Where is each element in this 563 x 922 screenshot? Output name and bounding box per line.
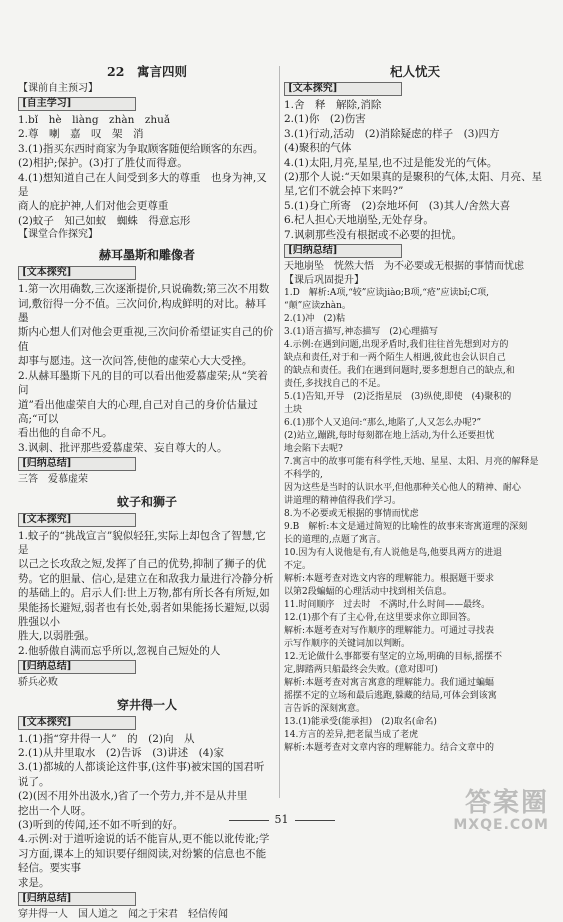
answer-line: 星,它们不就会掉下来吗?”	[284, 185, 404, 198]
answer-line: 定,脚踏两只船最终会失败。(意对即可)	[284, 665, 438, 676]
answer-line: 12.(1)那个有了主心骨,在这里要求你立即回答。	[284, 613, 476, 624]
answer-line: 以己之长攻敌之短,发挥了自己的优势,抑制了狮子的优	[18, 558, 267, 571]
answer-line: 1.舍 释 解除,消除	[284, 99, 382, 111]
left-column	[18, 64, 276, 922]
summary-tag: [归纳总结]	[18, 660, 136, 674]
watermark-url: MXQE.COM	[453, 817, 549, 833]
answer-line: 责任,多找找自己的不足。	[284, 379, 386, 390]
answer-line: 道”看出他虚荣自大的心理,自己对自己的身价估量过高;“可以	[18, 398, 258, 425]
answer-line: 地会陷下去呢?	[284, 444, 343, 455]
answer-line: 讲道理的精神值得我们学习。	[284, 496, 402, 507]
answer-line: 14.方言的差异,把老鼠当成了老虎	[284, 730, 419, 741]
site-watermark	[453, 789, 549, 833]
answer-line: 势。它的胆量、信心,是建立在和敌我力量进行冷静分析	[18, 572, 274, 585]
summary-text: 天地崩坠 恍然大悟 为不必要或无根据的事情而忧虑	[284, 261, 524, 273]
answer-line: 的基础上的。启示人们:世上万物,都有所长各有所短,如	[18, 587, 270, 600]
story-answers	[18, 732, 276, 890]
watermark-logo-text: 答案圈	[464, 788, 549, 818]
column-divider	[279, 66, 280, 798]
summary-tag: [归纳总结]	[18, 457, 136, 471]
summary-text: 骄兵必败	[18, 677, 58, 689]
answer-line: 2.他骄傲自满而忘乎所以,忽视自己短处的人	[18, 644, 221, 657]
story-title: 蚊子和狮子	[116, 494, 177, 509]
story-title: 穿井得一人	[116, 697, 177, 712]
story-title: 杞人忧天	[389, 64, 440, 79]
answer-line: 土块	[284, 405, 303, 416]
answer-line: 3.讽刺、批评那些爱慕虚荣、妄自尊大的人。	[18, 441, 228, 454]
answer-line: 1.蚊子的“挑战宣言”貌似轻狂,实际上却包含了智慧,它是	[18, 529, 266, 556]
answer-line: 6.(1)那个人又追问:“那么,地陷了,人又怎么办呢?”	[284, 418, 482, 429]
answer-line: 解析:本题考查对写作顺序的理解能力。可通过寻找表	[284, 626, 495, 637]
answer-line: 2.(1)你 (2)伤害	[284, 113, 366, 126]
answer-line: 9.B 解析:本文是通过简短的比喻性的故事来寄寓道理的深刻	[284, 522, 528, 533]
answer-line: 11.时间顺序 过去时 不满时,什么时间——最终。	[284, 600, 491, 611]
answer-line: 言告诉的深刻寓意。	[284, 704, 366, 715]
answer-line: 以第2段蝙蝠的心理活动中找到相关信息。	[284, 587, 452, 598]
story-title: 赫耳墨斯和雕像者	[98, 248, 195, 263]
answer-line: 1.D 解析:A项,“较”应读jiào;B项,“疮”应读bǐ;C项,	[284, 288, 489, 299]
answer-line: (2)蚊子 知己如蚁 蜘蛛 得意忘形	[18, 214, 191, 227]
collab-section-label: 【课堂合作探究】	[18, 229, 98, 241]
story-answers	[18, 282, 276, 455]
right-column	[284, 64, 546, 755]
answer-line: 7.寓言中的故事可能有科学性,天地、星星、太阳、月亮的解释是不科学的,	[284, 457, 539, 481]
answer-line: 4.(1)想知道自己在人间受到多大的尊重 也身为神,又是	[18, 171, 267, 199]
answer-line: 4.示例:对于道听途说的话不能盲从,更不能以讹传讹;学	[18, 833, 270, 846]
answer-line: 2.(1)从井里取水 (2)告诉 (3)讲述 (4)家	[18, 747, 225, 759]
answer-line: 13.(1)能承受(能承担) (2)取名(命名)	[284, 717, 437, 728]
story-answers	[18, 529, 276, 659]
answer-line: 因为这些是当时的认识水平,但他那种关心他人的精神、耐心	[284, 483, 521, 494]
answer-line: 7.讽刺那些没有根据或不必要的担忧。	[284, 228, 463, 241]
summary-tag: [归纳总结]	[284, 244, 402, 258]
answer-line: 挖出一个人呀。	[18, 804, 92, 817]
answer-line: 3.(1)指买东西时商家为争取顾客随便给顾客的东西。	[18, 142, 264, 155]
answer-line: (4)聚积的气体	[284, 142, 352, 155]
after-class-answers	[284, 287, 546, 755]
self-study-answers	[18, 113, 276, 228]
answer-line: (3)听到的传闻,还不如不听到的好。	[18, 819, 184, 832]
summary-text: 穿井得一人 国人道之 闻之于宋君 轻信传闻	[18, 909, 228, 921]
lesson-title: 22 寓言四则	[107, 64, 187, 79]
answer-line: (2)相护;保护。(3)打了胜仗而得意。	[18, 157, 188, 170]
answer-line: 5.(1)告知,开导 (2)泛指星辰 (3)纵使,即使 (4)聚积的	[284, 392, 512, 403]
pre-class-section-label: 【课前自主预习】	[18, 83, 98, 94]
answer-line: 缺点和责任,对于和一两个陌生人相遇,彼此也会认识自己	[284, 353, 506, 364]
answer-line: 12.无论做什么事都要有坚定的立场,明确的目标,摇摆不	[284, 652, 503, 663]
answer-line: 6.杞人担心天地崩坠,无处存身。	[284, 214, 434, 227]
answer-line: “颠”应读zhàn。	[284, 301, 351, 312]
answer-line: 说了。	[18, 775, 50, 788]
text-explore-tag: [文本探究]	[18, 266, 136, 280]
answer-line: 求是。	[18, 876, 50, 889]
page-number-dash	[229, 820, 269, 821]
answer-line: 1.第一次用确数,三次逐渐提价,只说确数;第三次不用数	[18, 283, 270, 296]
answer-line: (2)站立,蹦跳,每时每刻都在地上活动,为什么还要担忧	[284, 431, 495, 442]
answer-line: 8.为不必要或无根据的事情而忧虑	[284, 509, 419, 520]
answer-line: 的缺点和责任。我们在遇到问题时,要多想想自己的缺点,和	[284, 366, 515, 377]
answer-line: 摇摆不定的立场和最后逃跑,躲藏的结局,可体会到该寓	[284, 691, 497, 702]
answer-line: 果能扬长避短,弱者也有长处,弱者如果能扬长避短,以弱胜强以小	[18, 601, 270, 628]
answer-line: (2)那个人说:“天如果真的是聚积的气体,太阳、月亮、星	[284, 171, 543, 184]
answer-line: 3.(1)语言描写,神态描写 (2)心理描写	[284, 327, 438, 338]
answer-line: 不定。	[284, 561, 312, 572]
answer-line: 2.从赫耳墨斯下凡的目的可以看出他爱慕虚荣;从“笑着问	[18, 369, 268, 397]
answer-line: 长的道理的,点题了寓言。	[284, 535, 386, 546]
answer-line: 词,敷衍得一分不值。三次问价,构成鲜明的对比。赫耳墨	[18, 297, 267, 325]
answer-line: 2.(1)冲 (2)粘	[284, 314, 346, 325]
answer-line: 却事与愿违。这一次问答,使他的虚荣心大大受挫。	[18, 355, 253, 368]
answer-line: 4.示例:在遇到问题,出现矛盾时,我们往往首先想到对方的	[284, 340, 509, 351]
after-class-section-label: 【课后巩固提升】	[284, 275, 364, 287]
answer-line: 2.尊 喇 嘉 叹 架 消	[18, 128, 144, 141]
answer-line: 看出他的自命不凡。	[18, 427, 113, 440]
summary-text: 三答 爱慕虚荣	[18, 474, 88, 486]
answer-line: (2)(因不用外出汲水,)省了一个劳力,并不是从井里	[18, 790, 248, 803]
summary-tag: [归纳总结]	[18, 892, 136, 906]
answer-line: 1.bǐ hè liàng zhàn zhuǎ	[18, 114, 171, 126]
self-study-tag: [自主学习]	[18, 97, 136, 111]
answer-line: 习方面,课本上的知识要仔细阅读,对纷繁的信息也不能轻信。要实事	[18, 847, 267, 875]
answer-line: 商人的庇护神,人们对他会更尊重	[18, 200, 169, 213]
answer-line: 解析:本题考查对寓言寓意的理解能力。我们通过蝙蝠	[284, 678, 495, 689]
answer-line: 10.因为有人说他是有,有人说他是鸟,他要具两方的进退	[284, 548, 503, 559]
answer-line: 斯内心想人们对他会更重视,三次问价希望证实自己的价值	[18, 326, 274, 353]
answer-line: 3.(1)行动,活动 (2)消除疑虑的样子 (3)四方	[284, 127, 500, 140]
answer-line: 胜大,以弱胜强。	[18, 630, 95, 643]
text-explore-tag: [文本探究]	[284, 82, 402, 96]
answer-line: 1.(1)指“穿井得一人” 的 (2)向 从	[18, 732, 195, 745]
answer-line: 解析:本题考查对选文内容的理解能力。根据题干要求	[284, 574, 495, 585]
answer-line: 4.(1)太阳,月亮,星星,也不过是能发光的气体。	[284, 156, 498, 169]
answer-line: 3.(1)都城的人都谈论这件事,(这件事)被宋国的国君听	[18, 761, 265, 774]
answer-line: 示写作顺序的关键词加以判断。	[284, 639, 411, 650]
text-explore-tag: [文本探究]	[18, 513, 136, 527]
story-answers	[284, 98, 546, 242]
page-number-text: 51	[274, 813, 289, 826]
page-number-dash	[295, 820, 335, 821]
answer-line: 5.(1)身亡所寄 (2)奈地坏何 (3)其人/舍然大喜	[284, 199, 511, 212]
text-explore-tag: [文本探究]	[18, 716, 136, 730]
answer-line: 解析:本题考查对文章内容的理解能力。结合文章中的	[284, 743, 495, 754]
